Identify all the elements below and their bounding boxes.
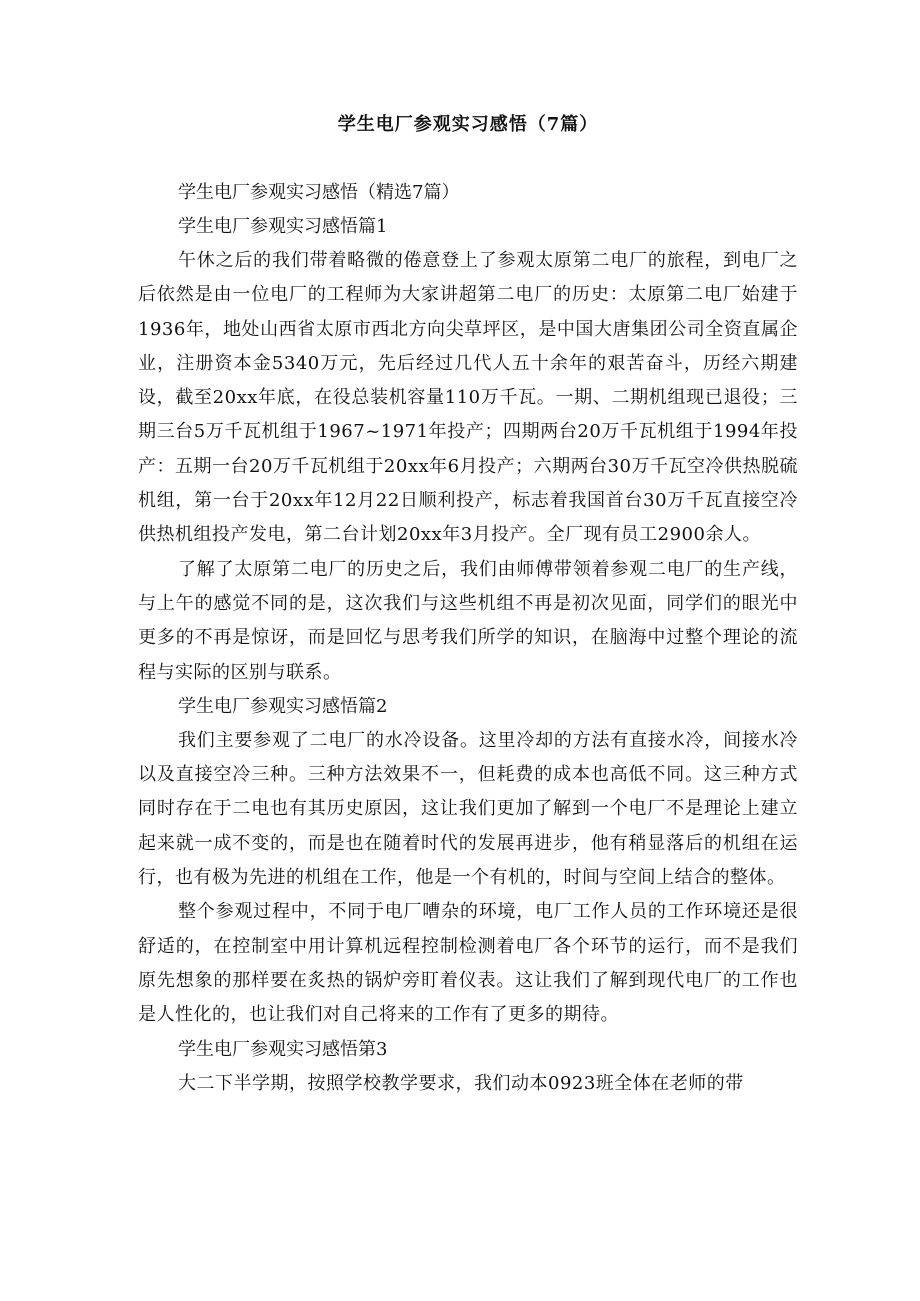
section-heading: 学生电厂参观实习感悟篇2 [178,695,388,717]
section-heading: 学生电厂参观实习感悟第3 [178,1038,388,1060]
document-page [138,110,798,1101]
document-title: 学生电厂参观实习感悟（7篇） [337,114,599,135]
section-1 [138,210,798,690]
paragraph: 大二下半学期，按照学校教学要求，我们动本0923班全体在老师的带 [178,1072,744,1094]
section-2 [138,690,798,1033]
document-subtitle: 学生电厂参观实习感悟（精选7篇） [178,182,460,203]
section-heading: 学生电厂参观实习感悟篇1 [178,216,388,237]
paragraph: 了解了太原第二电厂的历史之后，我们由师傅带领着参观二电厂的生产线，与上午的感觉不同的是，这次我们与这些机组不再是初次见面，同学们的眼光中更多的不再是惊讶，而是回忆与思考我们所学的知识，在脑海中过整个理论的流程与实际的区别与联系。 [138,558,798,683]
paragraph: 我们主要参观了二电厂的水冷设备。这里冷却的方法有直接水冷，间接水冷以及直接空冷三种。三种方法效果不一，但耗费的成本也高低不同。这三种方式同时存在于二电也有其历史原因，这让我们更加了解到一个电厂不是理论上建立起来就一成不变的，而是也在随着时代的发展再进步，他有稍显落后的机组在运行，也有极为先进的机组在工作，他是一个有机的，时间与空间上结合的整体。 [138,729,798,889]
paragraph: 午休之后的我们带着略微的倦意登上了参观太原第二电厂的旅程，到电厂之后依然是由一位电厂的工程师为大家讲超第二电厂的历史：太原第二电厂始建于1936年，地处山西省太原市西北方向尖草坪区，是中国大唐集团公司全资直属企业，注册资本金5340万元，先后经过几代人五十余年的艰苦奋斗，历经六期建设，截至20xx年底，在役总装机容量110万千瓦。一期、二期机组现已退役；三期三台5万千瓦机组于1967~1971年投产；四期两台20万千瓦机组于1994年投产：五期一台20万千瓦机组于20xx年6月投产；六期两台30万千瓦空冷供热脱硫机组，第一台于20xx年12月22日顺利投产，标志着我国首台30万千瓦直接空冷供热机组投产发电，第二台计划20xx年3月投产。全厂现有员工2900余人。 [138,250,798,546]
section-3 [138,1033,798,1101]
paragraph: 整个参观过程中，不同于电厂嘈杂的环境，电厂工作人员的工作环境还是很舒适的，在控制室中用计算机远程控制检测着电厂各个环节的运行，而不是我们原先想象的那样要在炙热的锅炉旁盯着仪表。这让我们了解到现代电厂的工作也是人性化的，也让我们对自己将来的工作有了更多的期待。 [138,901,798,1026]
